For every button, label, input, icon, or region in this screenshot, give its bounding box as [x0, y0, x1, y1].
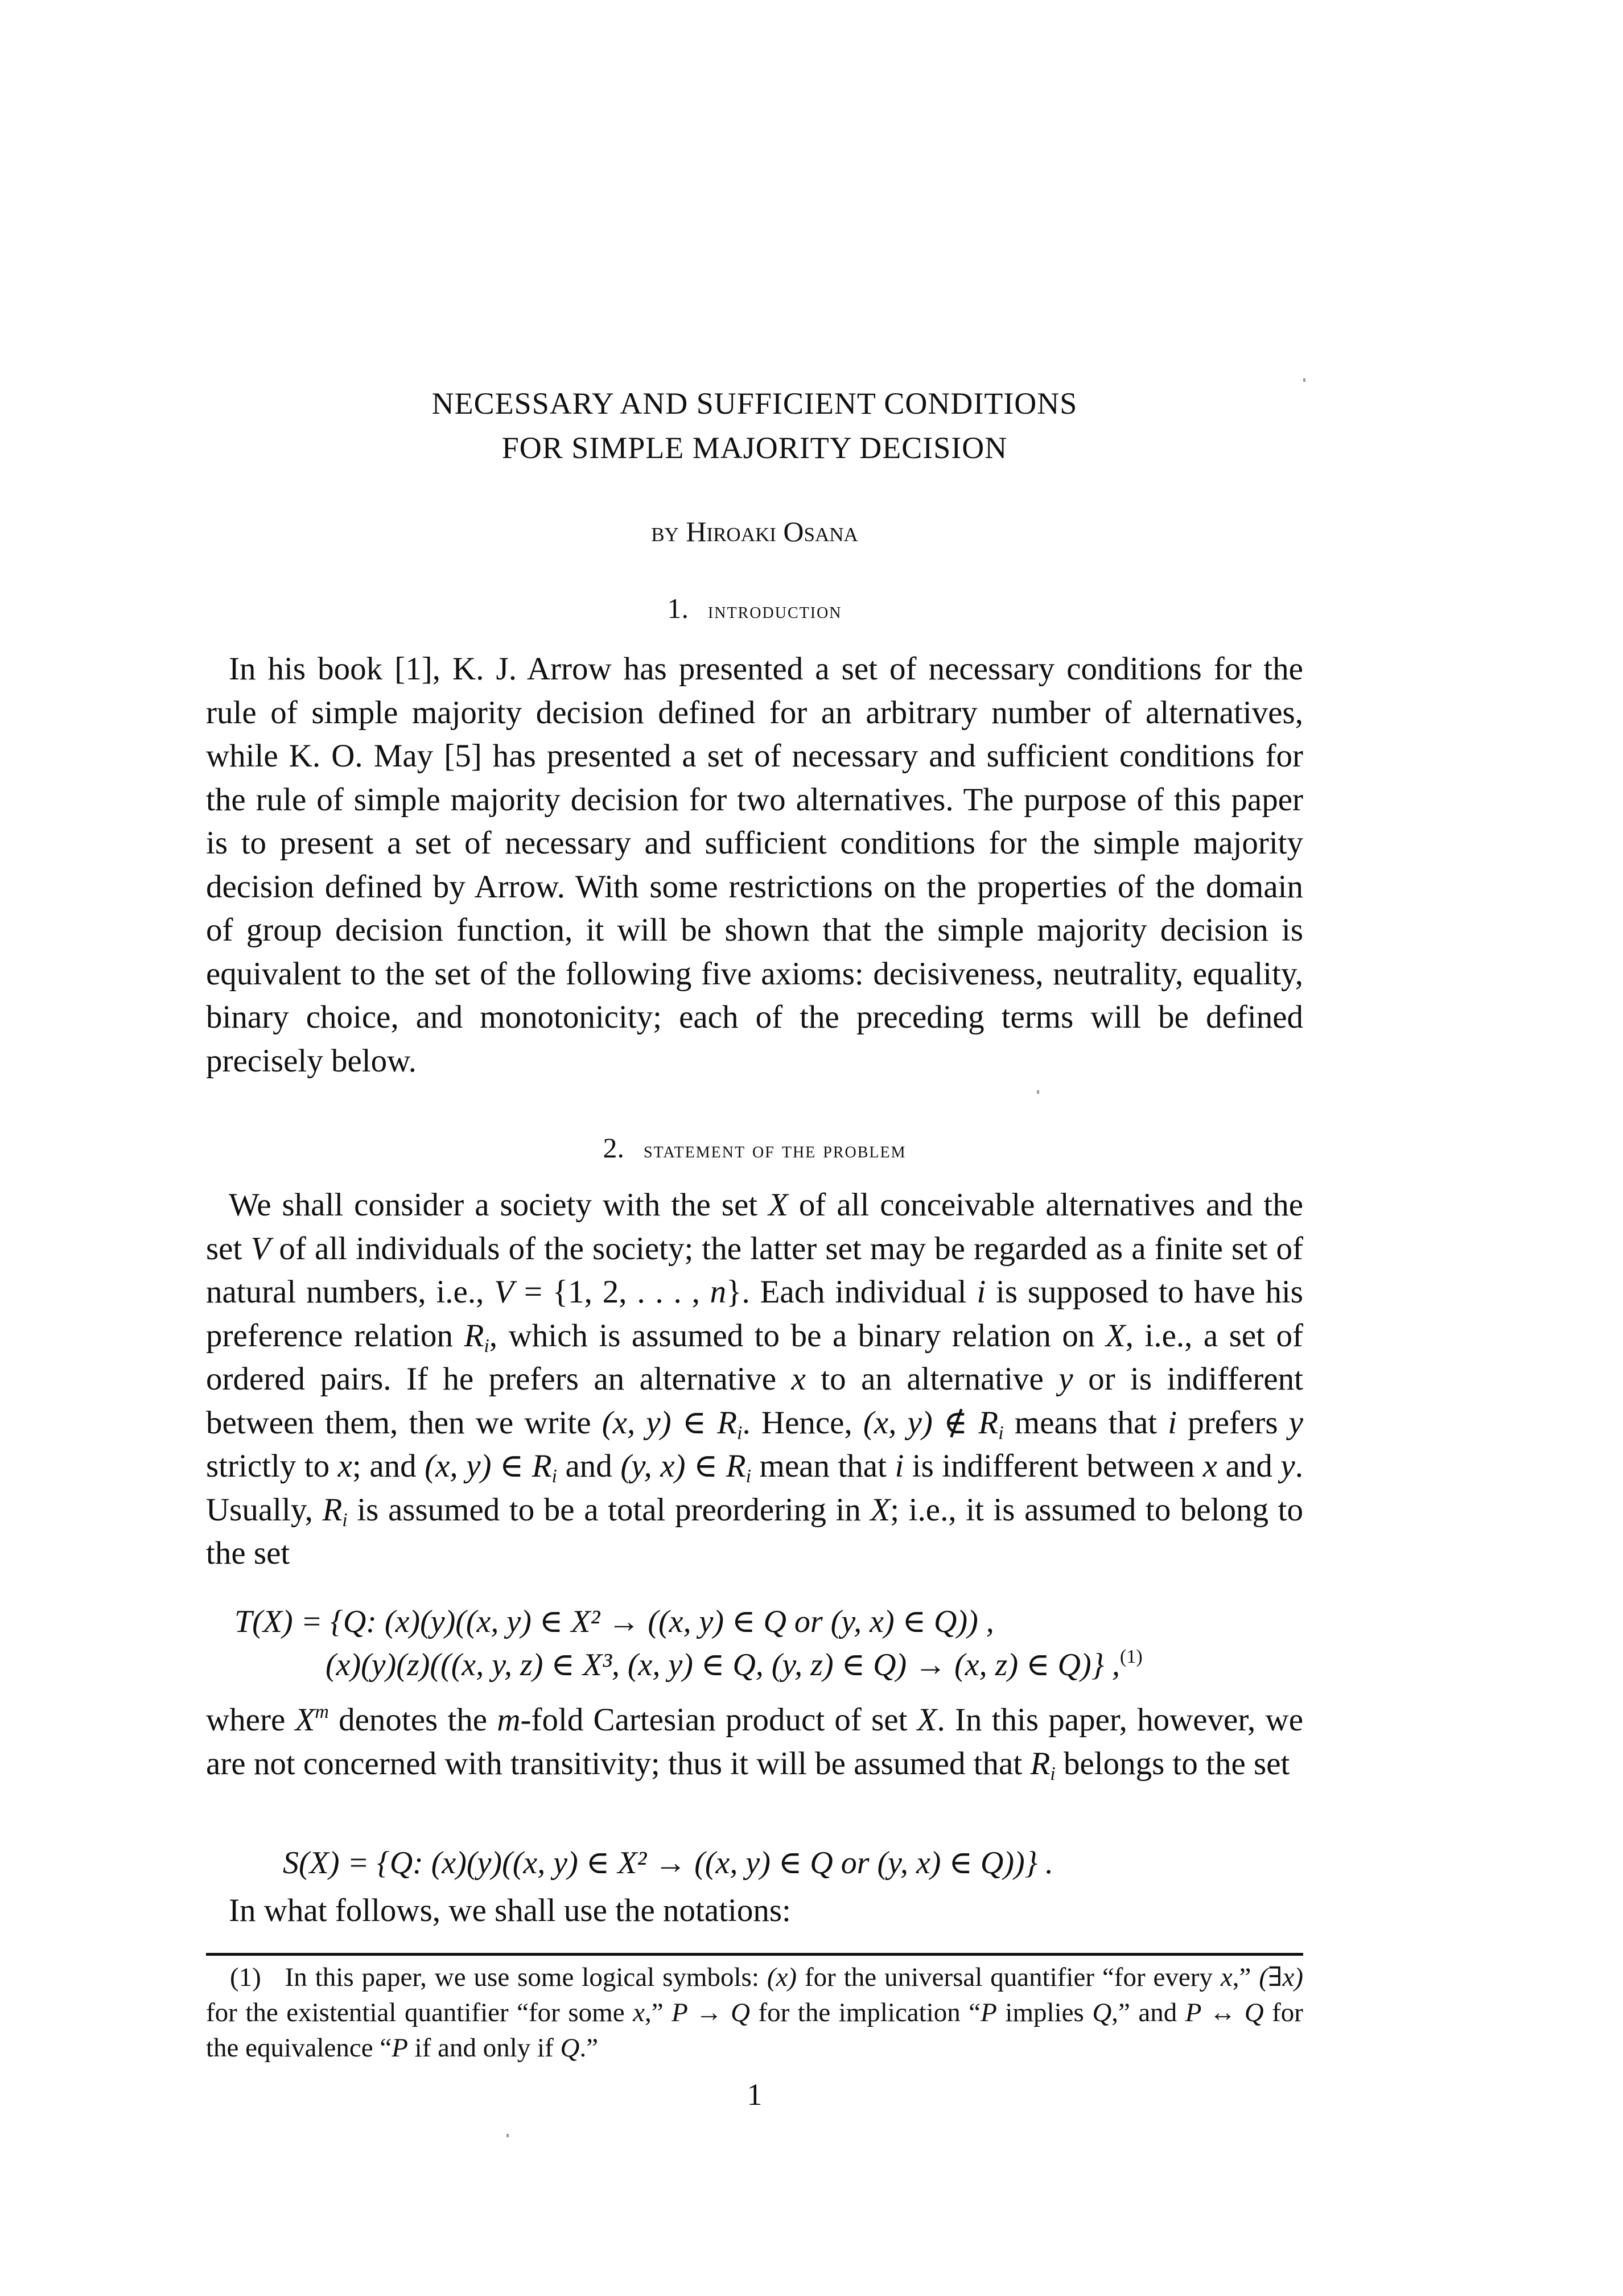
section-heading-1 [206, 592, 1303, 625]
footnote-1: (1) In this paper, we use some logical symbols: (x) for the universal quantifier “for every x,” (∃x) for the existential quantifier “for some x,” P → Q for the implication “P implies Q,” and P ↔ Q for the equivalence “P if and only if Q.” [206, 1963, 1303, 2063]
equation-S: S(X) = {Q: (x)(y)((x, y) ∈ X² → ((x, y) ∈ Q or (y, x) ∈ Q))} . [283, 1845, 1054, 1881]
equation-T-line-1: T(X) = {Q: (x)(y)((x, y) ∈ X² → ((x, y) ∈ Q or (y, x) ∈ Q)) , [234, 1604, 994, 1639]
scan-speck [1037, 1090, 1039, 1094]
equation-T-line-2: (x)(y)(z)(((x, y, z) ∈ X³, (x, y) ∈ Q, (y, z) ∈ Q) → (x, z) ∈ Q)} ,$^{(1)}$ [326, 1646, 1143, 1683]
author-byline [206, 515, 1303, 548]
title-line-1: NECESSARY AND SUFFICIENT CONDITIONS [431, 386, 1078, 421]
section-number: 2. [603, 1132, 624, 1164]
section-title: introduction [707, 597, 842, 623]
introduction-paragraph: In his book [1], K. J. Arrow has presented a set of necessary conditions for the rule of simple majority decision defined for an arbitrary number of alternatives, while K. O. May [5] has presented a set of necessary and sufficient conditions for the rule of simple majority decision for two alternatives. The purpose of this paper is to present a set of necessary and sufficient conditions for the simple majority decision defined by Arrow. With some restrictions on the properties of the domain of group decision function, it will be shown that the simple majority decision is equivalent to the set of the following five axioms: decisiveness, neutrality, equality, binary choice, and monotonicity; each of the preceding terms will be defined precisely below. [206, 651, 1303, 1079]
footnote-divider [206, 1953, 1303, 1956]
statement-paragraph-1: We shall consider a society with the set X of all conceivable alternatives and the set V of all individuals of the society; the latter set may be regarded as a finite set of natural numbers, i.e., V = {1, 2, . . . , n}. Each individual i is supposed to have his preference relation $R_i$, which is assumed to be a binary relation on X, i.e., a set of ordered pairs. If he prefers an alternative x to an alternative y or is indifferent between them, then we write (x, y) ∈ $R_i$. Hence, (x, y) ∉ $R_i$ means that i prefers y strictly to x; and (x, y) ∈ $R_i$ and (y, x) ∈ $R_i$ mean that i is indifferent between x and y. Usually, $R_i$ is assumed to be a total preordering in X; i.e., it is assumed to belong to the set [206, 1187, 1303, 1571]
statement-paragraph-3: In what follows, we shall use the notations: [229, 1893, 791, 1928]
page-number: 1 [747, 2077, 763, 2112]
paper-page [206, 0, 1303, 2296]
section-heading-2 [206, 1131, 1303, 1164]
footnote-marker: (1) [230, 1963, 261, 1992]
footnote-reference[interactable]: (1) [1120, 1646, 1143, 1667]
author-name: Hiroaki Osana [686, 516, 858, 547]
statement-paragraph-2: where $X^m$ denotes the m-fold Cartesian product of set X. In this paper, however, we are not concerned with transitivity; thus it will be assumed that $R_i$ belongs to the set [206, 1701, 1303, 1784]
scan-speck [1303, 378, 1305, 382]
section-number: 1. [667, 592, 689, 624]
title-line-2: FOR SIMPLE MAJORITY DECISION [501, 431, 1008, 465]
paper-title [206, 381, 1303, 470]
section-title: statement of the problem [643, 1137, 907, 1163]
scan-speck [506, 2134, 509, 2137]
byline-prefix: by [651, 516, 679, 547]
